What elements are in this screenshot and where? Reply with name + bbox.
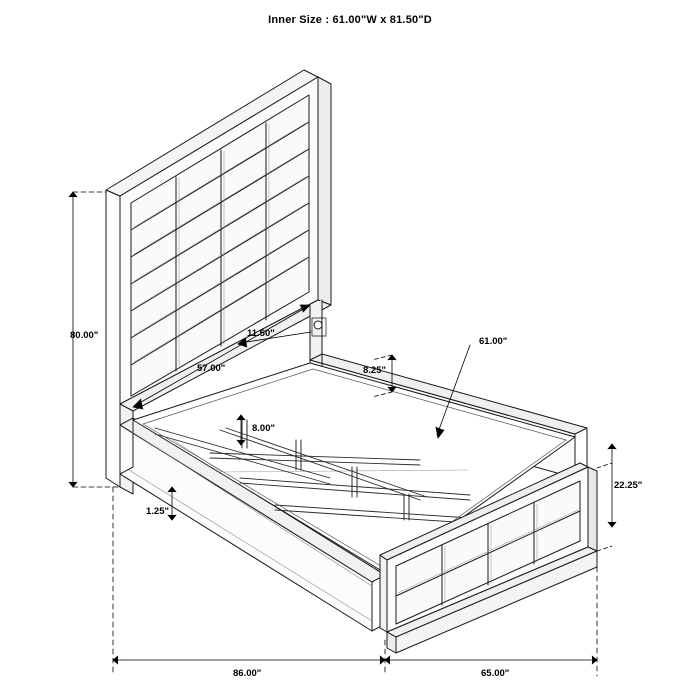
dim-headboard-height: 80.00" (70, 330, 99, 341)
dim-overall-depth: 86.00" (233, 668, 262, 679)
dim-headboard-width: 57.00" (197, 363, 226, 374)
dim-overall-width: 65.00" (481, 668, 510, 679)
dim-rail-offset: 11.50" (247, 328, 275, 339)
dim-slat-height: 8.00" (252, 423, 275, 434)
dim-mattress-width: 61.00" (479, 336, 508, 347)
page-title: Inner Size : 61.00"W x 81.50"D (268, 14, 432, 26)
dim-footboard-height: 22.25" (614, 480, 643, 491)
dim-rail-thickness: 1.25" (146, 506, 169, 517)
dim-side-rail-height: 8.25" (363, 365, 386, 376)
